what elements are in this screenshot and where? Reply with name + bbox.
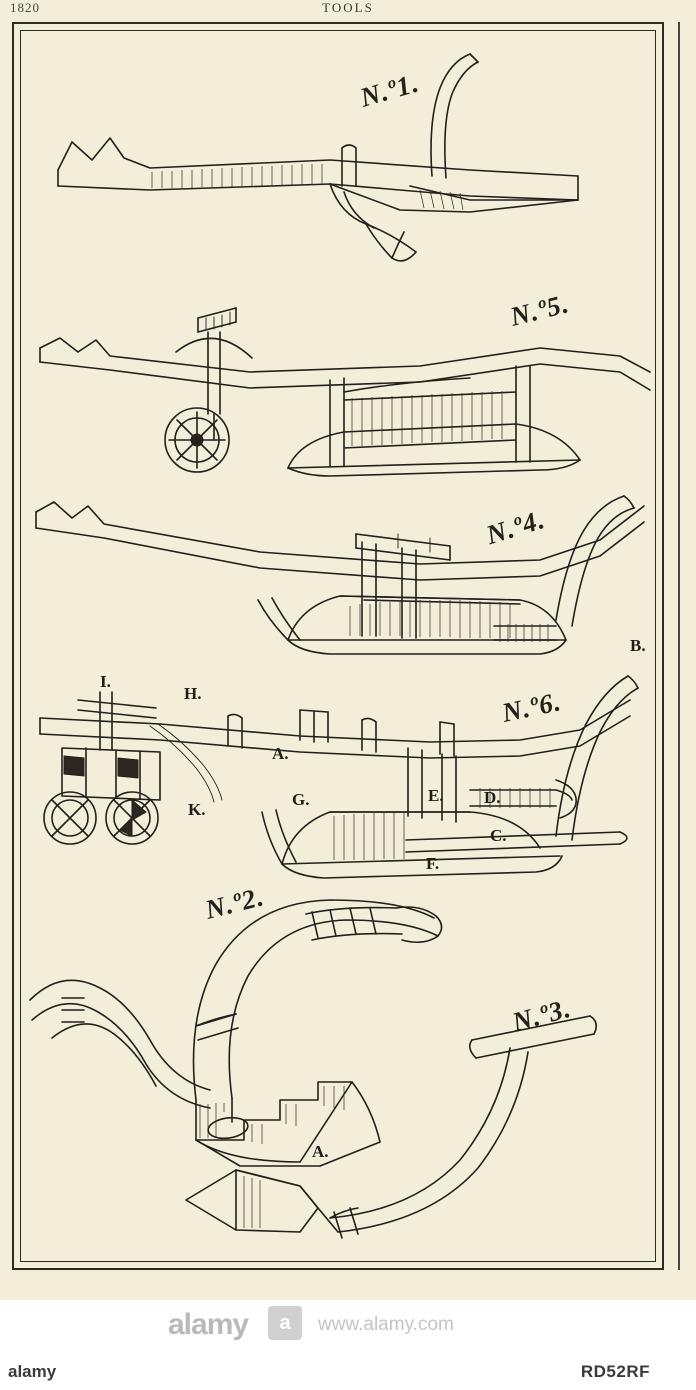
part-label-e: E.	[428, 786, 444, 805]
page-edge-rule	[678, 22, 680, 1270]
running-head	[0, 0, 696, 20]
part-label-h: H.	[184, 684, 202, 703]
alamy-logo: alamy	[168, 1308, 249, 1341]
plate-border	[12, 22, 664, 1270]
part-label-d: D.	[484, 788, 501, 807]
watermark-footer	[0, 1356, 696, 1390]
plate-border-inner	[20, 30, 656, 1262]
part-label-g: G.	[292, 790, 310, 809]
part-label-k: K.	[188, 800, 206, 819]
figure-label-5: N.º5.	[507, 288, 573, 332]
image-id: RD52RF	[580, 1362, 650, 1381]
figure-label-1: N.º1.	[356, 67, 423, 113]
figure-label-6: N.º6.	[499, 686, 564, 728]
part-label-a-upper: A.	[272, 744, 289, 763]
alamy-url: www.alamy.com	[318, 1314, 454, 1335]
figure-label-4: N.º4.	[482, 503, 549, 551]
part-label-b: B.	[630, 636, 646, 655]
part-label-i: I.	[100, 672, 111, 691]
part-label-a-lower: A.	[312, 1142, 329, 1161]
part-label-f: F.	[426, 854, 440, 873]
figure-label-2: N.º2.	[202, 881, 268, 925]
watermark-strip	[0, 1300, 696, 1356]
running-head-year: 1820	[10, 0, 40, 15]
part-label-c: C.	[490, 826, 507, 845]
alamy-mark-icon: a	[268, 1306, 302, 1340]
stock-watermark-bar	[0, 1300, 696, 1390]
alamy-logo-small: alamy	[8, 1362, 57, 1381]
running-head-title: TOOLS	[322, 0, 374, 15]
figure-label-3: N.º3.	[509, 992, 575, 1038]
